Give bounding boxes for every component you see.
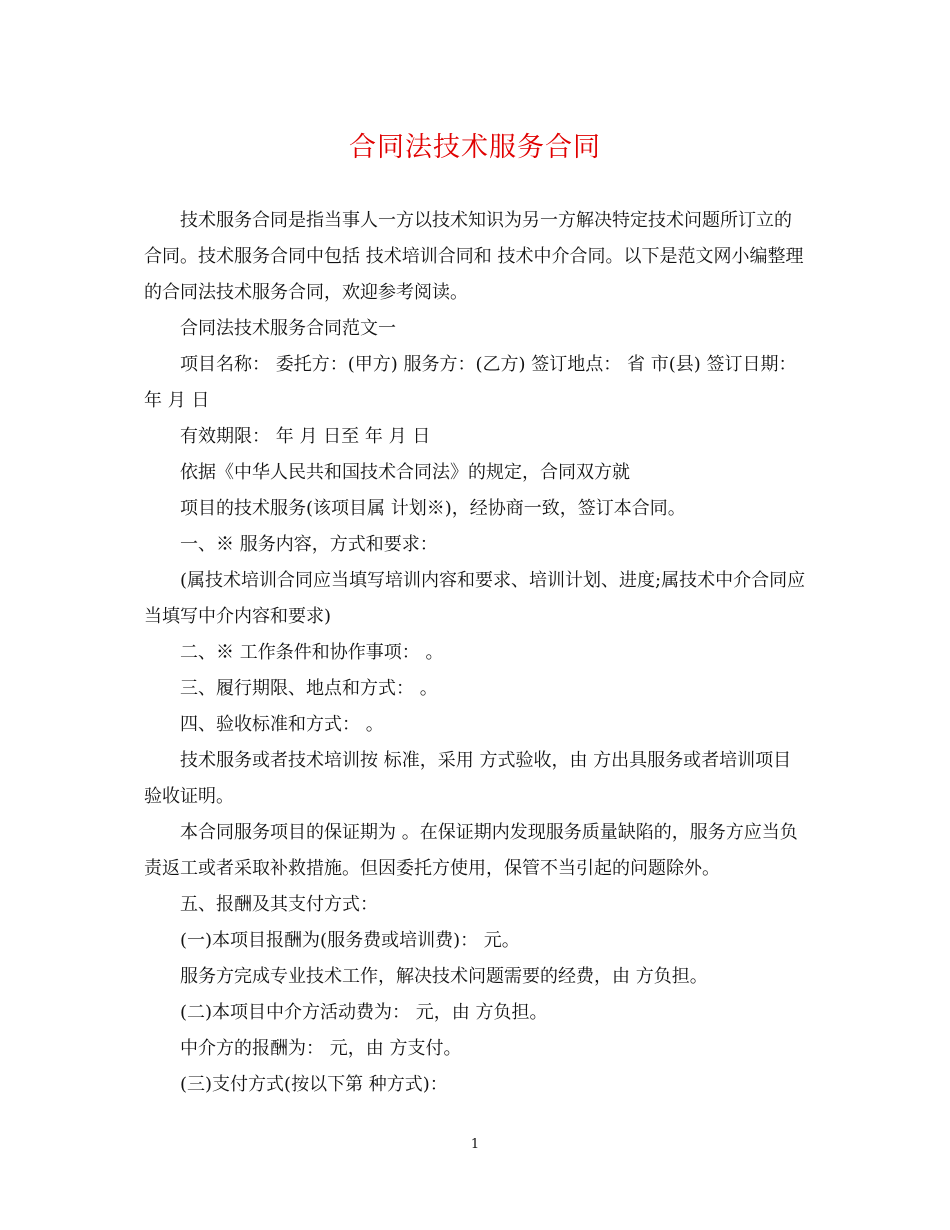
- paragraph: 一、※ 服务内容，方式和要求：: [180, 534, 438, 555]
- document-body: [144, 203, 808, 1103]
- paragraph: 技术服务或者技术培训按 标准，采用 方式验收，由 方出具服务或者培训项目验收证明。: [144, 750, 792, 807]
- paragraph: 项目的技术服务(该项目属 计划※)，经协商一致，签订本合同。: [180, 498, 686, 519]
- page-title: 合同法技术服务合同: [349, 132, 601, 163]
- page-number: 1: [470, 1137, 480, 1152]
- paragraph: 二、※ 工作条件和协作事项： 。: [180, 642, 444, 663]
- paragraph: 四、验收标准和方式： 。: [180, 714, 384, 735]
- paragraph: 依据《中华人民共和国技术合同法》的规定，合同双方就: [180, 462, 630, 483]
- paragraph: (一)本项目报酬为(服务费或培训费)： 元。: [180, 930, 520, 951]
- paragraph: 本合同服务项目的保证期为 。在保证期内发现服务质量缺陷的，服务方应当负责返工或者采取补救措施。但因委托方使用，保管不当引起的问题除外。: [144, 822, 798, 879]
- paragraph: 合同法技术服务合同范文一: [180, 318, 396, 339]
- paragraph: 中介方的报酬为： 元，由 方支付。: [180, 1038, 462, 1059]
- paragraph: (三)支付方式(按以下第 种方式)：: [180, 1074, 448, 1095]
- paragraph: 服务方完成专业技术工作，解决技术问题需要的经费，由 方负担。: [180, 966, 708, 987]
- paragraph: (二)本项目中介方活动费为： 元，由 方负担。: [180, 1002, 548, 1023]
- paragraph: 三、履行期限、地点和方式： 。: [180, 678, 438, 699]
- paragraph: 技术服务合同是指当事人一方以技术知识为另一方解决特定技术问题所订立的合同。技术服务合同中包括 技术培训合同和 技术中介合同。以下是范文网小编整理的合同法技术服务合同，欢迎参考阅读。: [144, 210, 804, 303]
- paragraph: 项目名称： 委托方：(甲方) 服务方：(乙方) 签订地点： 省 市(县) 签订日期： 年 月 日: [144, 354, 797, 411]
- paragraph: (属技术培训合同应当填写培训内容和要求、培训计划、进度;属技术中介合同应当填写中介内容和要求): [144, 570, 806, 627]
- paragraph: 有效期限： 年 月 日至 年 月 日: [180, 426, 431, 447]
- paragraph: 五、报酬及其支付方式：: [180, 894, 378, 915]
